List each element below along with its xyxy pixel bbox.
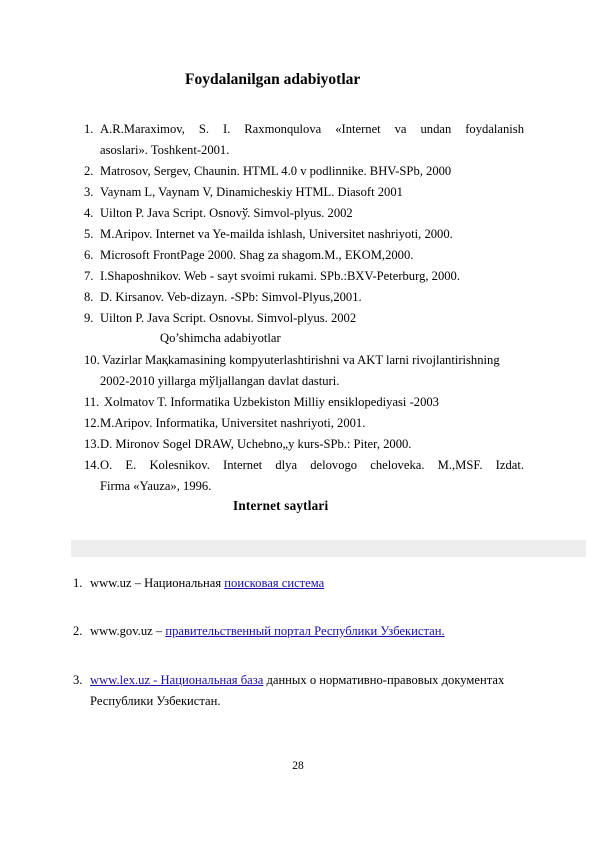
site-link[interactable]: www.lex.uz - Национальная база	[90, 673, 264, 687]
ref-text: Vazirlar Maқkamasining kompyuterlashtirishni va AKT larni rivojlantirishning	[102, 353, 500, 367]
ref-text-cont: Firma «Yauza», 1996.	[100, 479, 212, 493]
ref-number: 5.	[84, 227, 94, 241]
ref-text: M.Aripov. Internet va Ye-mailda ishlash, Universitet nashriyoti, 2000.	[100, 227, 453, 241]
ref-text: D. Mironov Sogel DRAW, Uchebno„y kurs-SPb.: Piter, 2000.	[100, 437, 412, 451]
ref-text: Uilton P. Java Script. Osnovў. Simvol-plyus. 2002	[100, 206, 353, 220]
ref-number: 11.	[84, 395, 100, 409]
ref-text: Microsoft FrontPage 2000. Shag za shagom.M., EKOM,2000.	[100, 248, 414, 262]
ref-number: 14.	[84, 458, 100, 472]
ref-number: 13.	[84, 437, 100, 451]
site-item	[90, 673, 504, 688]
page-title: Foydalanilgan adabiyotlar	[185, 71, 361, 88]
ref-text: Uilton P. Java Script. Osnovы. Simvol-plyus. 2002	[100, 311, 357, 325]
site-text-cont: Республики Узбекистан.	[90, 694, 221, 708]
site-number: 1.	[73, 576, 83, 590]
ref-text: Vaynam L, Vaynam V, Dinamicheskiy HTML. Diasoft 2001	[100, 185, 403, 199]
site-number: 3.	[73, 673, 83, 687]
ref-text: M.Aripov. Informatika, Universitet nashriyoti, 2001.	[100, 416, 366, 430]
ref-number: 3.	[84, 185, 94, 199]
ref-text: D. Kirsanov. Veb-dizayn. -SPb: Simvol-Plyus,2001.	[100, 290, 362, 304]
site-text: www.gov.uz –	[90, 624, 166, 638]
site-item	[90, 576, 324, 591]
ref-number: 6.	[84, 248, 94, 262]
ref-text: Matrosov, Sergev, Chaunin. HTML 4.0 v podlinnike. BHV-SPb, 2000	[100, 164, 452, 178]
ref-text-cont: asoslari». Toshkent-2001.	[100, 143, 230, 157]
site-text: www.uz – Национальная	[90, 576, 225, 590]
page-number: 28	[292, 760, 304, 772]
ref-number: 12.	[84, 416, 100, 430]
ref-text: I.Shaposhnikov. Web - sayt svoimi rukami. SPb.:BXV-Peterburg, 2000.	[100, 269, 461, 283]
additional-heading: Qo’shimcha adabiyotlar	[160, 331, 281, 345]
ref-number: 8.	[84, 290, 94, 304]
ref-text-cont: 2002-2010 yillarga mўljallangan davlat dasturi.	[100, 374, 340, 388]
internet-heading: Internet saytlari	[233, 498, 329, 513]
site-text: данных о нормативно-правовых документах	[263, 673, 505, 687]
ref-number: 2.	[84, 164, 94, 178]
ref-number: 4.	[84, 206, 94, 220]
ref-text: A.R.Maraximov, S. I. Raxmonqulova «Internet va undan foydalanish	[100, 122, 524, 136]
site-item	[90, 624, 445, 639]
site-link[interactable]: правительственный портал Республики Узбекистан.	[165, 624, 445, 638]
ref-number: 1.	[84, 122, 94, 136]
gray-band	[71, 540, 586, 557]
ref-number: 9.	[84, 311, 94, 325]
ref-number: 7.	[84, 269, 94, 283]
ref-text: O. E. Kolesnikov. Internet dlya delovogo cheloveka. M.,MSF. Izdat.	[100, 458, 524, 472]
ref-text: Xolmatov T. Informatika Uzbekiston Milliy ensiklopediyasi -2003	[104, 395, 439, 409]
site-number: 2.	[73, 624, 83, 638]
site-link[interactable]: поисковая система	[224, 576, 325, 590]
ref-number: 10.	[84, 353, 100, 367]
